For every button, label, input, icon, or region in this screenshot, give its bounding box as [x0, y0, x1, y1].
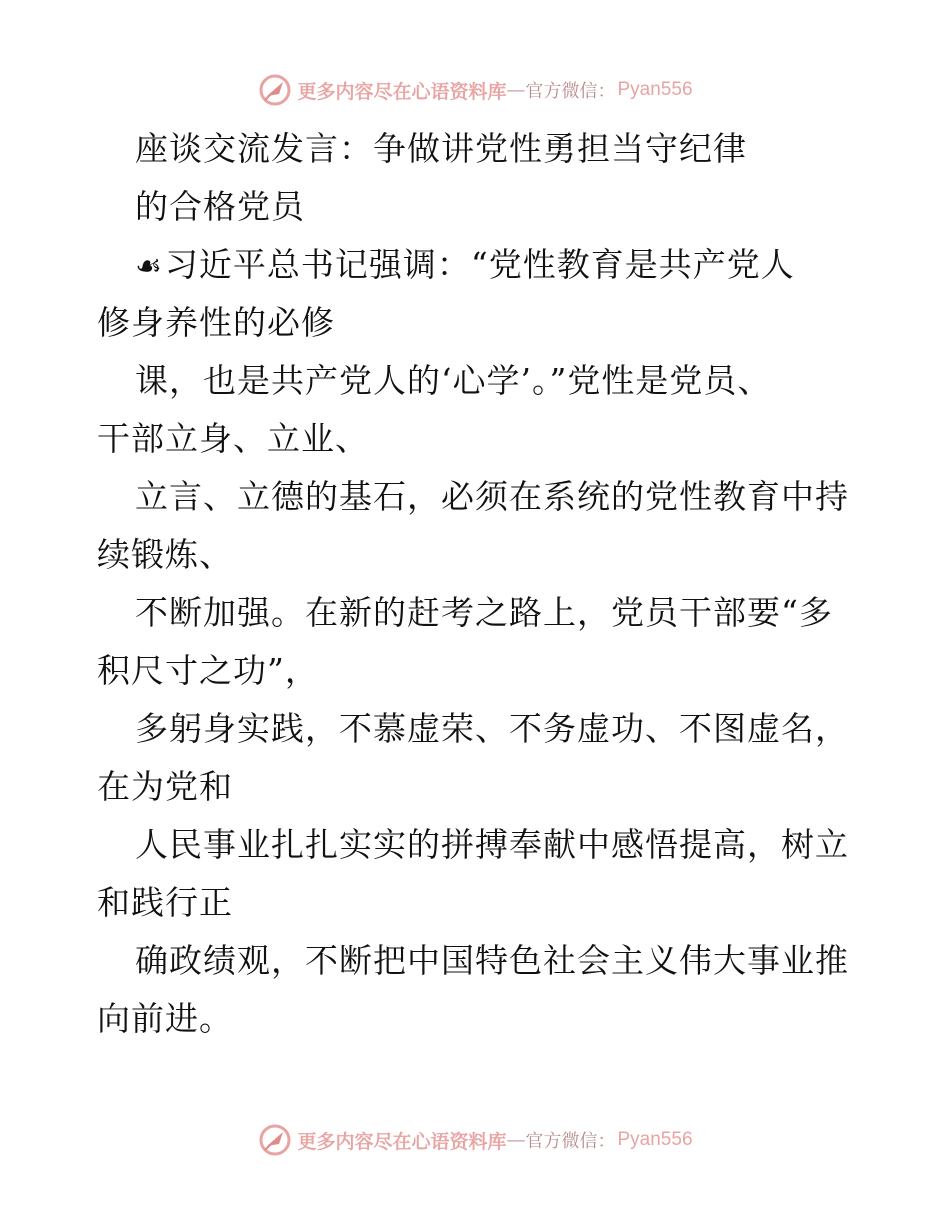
- doc-line: 人民事业扎扎实实的拼搏奉献中感悟提高，树立: [135, 825, 849, 864]
- watermark-id: Pyan556: [617, 1129, 693, 1150]
- watermark-label: 官方微信：: [525, 81, 616, 102]
- watermark-id: Pyan556: [617, 79, 693, 100]
- watermark-text: 更多内容尽在心语资料库: [297, 80, 507, 103]
- doc-line: 修身养性的必修: [97, 303, 335, 342]
- doc-line: 和践行正: [97, 883, 233, 922]
- watermark-text: 更多内容尽在心语资料库: [297, 1130, 507, 1153]
- doc-line: 不断加强。在新的赶考之路上，党员干部要“多: [135, 593, 833, 632]
- doc-line: 立言、立德的基石，必须在系统的党性教育中持: [135, 477, 849, 516]
- document-body: [97, 120, 857, 1048]
- doc-line: 座谈交流发言：争做讲党性勇担当守纪律: [135, 129, 747, 168]
- doc-line: 向前进。: [97, 999, 233, 1038]
- doc-line: ☙习近平总书记强调：“党性教育是共产党人: [135, 245, 795, 284]
- footer-watermark: [0, 1120, 950, 1160]
- doc-line: 在为党和: [97, 767, 233, 806]
- doc-line: 干部立身、立业、: [97, 419, 369, 458]
- doc-line: 积尺寸之功”，: [97, 651, 319, 690]
- doc-line: 课，也是共产党人的‘心学’。”党性是党员、: [135, 361, 772, 400]
- doc-line: 的合格党员: [135, 187, 305, 226]
- watermark-separator: —: [506, 1129, 526, 1151]
- doc-line: 多躬身实践，不慕虚荣、不务虚功、不图虚名，: [135, 709, 849, 748]
- watermark-label: 官方微信：: [525, 1131, 616, 1152]
- header-watermark: [0, 70, 950, 110]
- doc-line: 确政绩观，不断把中国特色社会主义伟大事业推: [135, 941, 849, 980]
- doc-line: 续锻炼、: [97, 535, 233, 574]
- watermark-separator: —: [506, 79, 526, 101]
- flourish-icon: ☙: [135, 249, 163, 284]
- quill-logo-icon: [257, 1122, 293, 1158]
- quill-logo-icon: [257, 72, 293, 108]
